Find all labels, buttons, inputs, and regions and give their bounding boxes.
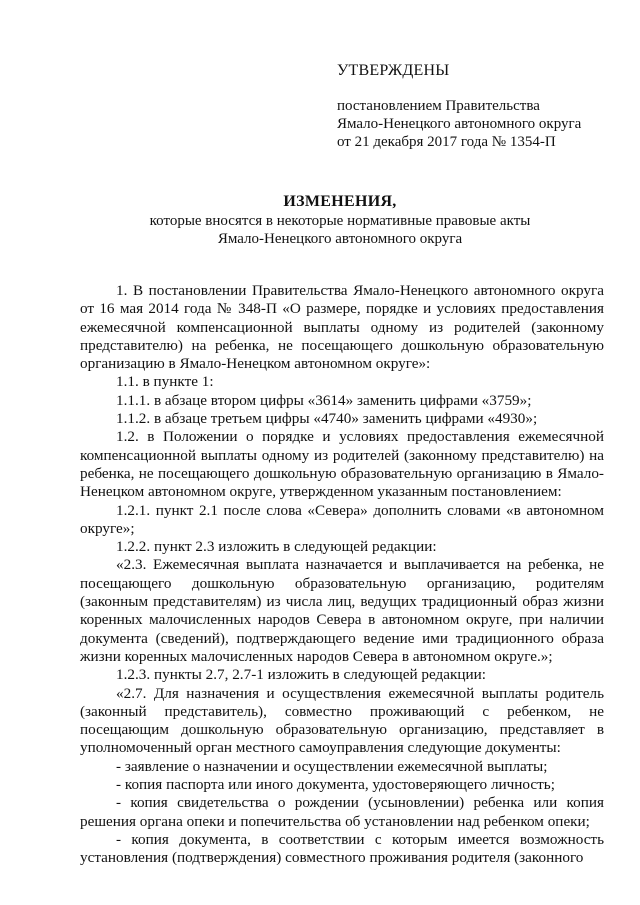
approval-heading: УТВЕРЖДЕНЫ <box>337 62 450 79</box>
paragraph: - копия свидетельства о рождении (усыновлении) ребенка или копия решения органа опеки и попечительства об установлении над ребенком опеки; <box>80 794 604 830</box>
paragraph: - заявление о назначении и осуществлении ежемесячной выплаты; <box>116 757 548 775</box>
document-title: ИЗМЕНЕНИЯ, <box>283 193 397 210</box>
approval-line: Ямало-Ненецкого автономного округа <box>337 116 582 132</box>
paragraph: 1.2. в Положении о порядке и условиях предоставления ежемесячной компенсационной выплаты одному из родителей (законному представителю) на ребенка, не посещающего дошкольную образовательную организацию в Ямало-Ненецком автономном округе, утвержденном указанным постановлением: <box>80 428 604 501</box>
approval-line: от 21 декабря 2017 года № 1354-П <box>337 134 556 150</box>
paragraph: 1.1. в пункте 1: <box>116 373 214 391</box>
document-body <box>80 282 604 868</box>
paragraph: 1.2.3. пункты 2.7, 2.7-1 изложить в следующей редакции: <box>116 666 486 684</box>
document-subtitle: которые вносятся в некоторые нормативные правовые акты <box>149 213 531 229</box>
document-subtitle: Ямало-Ненецкого автономного округа <box>217 231 463 247</box>
paragraph: 1.1.1. в абзаце втором цифры «3614» заменить цифрами «3759»; <box>116 391 532 409</box>
paragraph: 1.2.1. пункт 2.1 после слова «Севера» дополнить словами «в автономном округе»; <box>80 501 604 537</box>
paragraph: «2.3. Ежемесячная выплата назначается и выплачивается на ребенка, не посещающего дошкольную образовательную организацию, родителям (законным представителям) из числа лиц, ведущих традиционный образ жизни коренных малочисленных народов Севера в автономном округе, при наличии документа (сведений), подтверждающего ведение ими традиционного образа жизни коренных малочисленных народов Севера в автономном округе.»; <box>80 556 604 665</box>
document-title-block <box>80 193 600 248</box>
paragraph: «2.7. Для назначения и осуществления ежемесячной выплаты родитель (законный представитель), совместно проживающий с ребенком, не посещающим дошкольную образовательную организацию, представляет в уполномоченный орган местного самоуправления следующие документы: <box>80 684 604 757</box>
paragraph: 1.1.2. в абзаце третьем цифры «4740» заменить цифрами «4930»; <box>116 410 538 428</box>
paragraph: - копия документа, в соответствии с которым имеется возможность установления (подтверждения) совместного проживания родителя (законного <box>80 830 604 867</box>
approval-stamp <box>337 62 627 151</box>
paragraph: 1.2.2. пункт 2.3 изложить в следующей редакции: <box>116 538 437 556</box>
approval-line: постановлением Правительства <box>337 98 540 114</box>
paragraph: 1. В постановлении Правительства Ямало-Ненецкого автономного округа от 16 мая 2014 года № 348-П «О размере, порядке и условиях предоставления ежемесячной компенсационной выплаты одному из родителей (законному представителю) на ребенка, не посещающего дошкольную образовательную организацию в Ямало-Ненецком автономном округе»: <box>80 282 604 373</box>
paragraph: - копия паспорта или иного документа, удостоверяющего личность; <box>116 776 555 794</box>
